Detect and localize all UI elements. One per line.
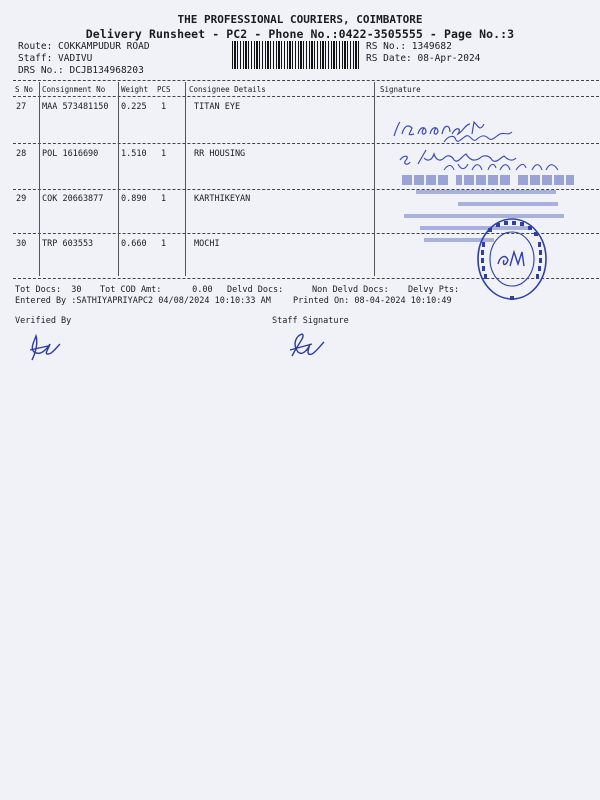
- col-header-weight: Weight: [121, 85, 149, 94]
- non-delvd-docs: Non Delvd Docs:: [312, 285, 389, 295]
- col-header-consignee: Consignee Details: [189, 85, 266, 94]
- mochi-shoe-shoppe-stamp: [474, 214, 550, 304]
- delvy-pts: Delvy Pts:: [408, 285, 460, 295]
- delvd-docs: Delvd Docs:: [227, 285, 284, 295]
- runsheet-subtitle: Delivery Runsheet - PC2 - Phone No.:0422-3505555 - Page No.:3: [85, 27, 515, 41]
- entered-by: Entered By :SATHIYAPRIYAPC2 04/08/2024 10:10:33 AM: [15, 296, 271, 306]
- tot-docs: Tot Docs: 30: [15, 285, 82, 295]
- row-weight: 0.225: [121, 102, 147, 112]
- row-sno: 30: [16, 239, 27, 249]
- tot-cod-amt: Tot COD Amt: 0.00: [100, 285, 213, 295]
- handwritten-note: [390, 112, 530, 148]
- staff-label: Staff: VADIVU: [18, 53, 93, 64]
- route-label: Route: COKKAMPUDUR ROAD: [18, 41, 150, 52]
- column-divider: [118, 82, 119, 276]
- drs-number: DRS No.: DCJB134968203: [18, 65, 144, 76]
- barcode: [232, 41, 360, 69]
- row-weight: 1.510: [121, 149, 147, 159]
- row-consignee: KARTHIKEYAN: [194, 194, 251, 204]
- row-consignment: TRP 603553: [42, 239, 94, 249]
- column-divider: [185, 82, 186, 276]
- row-consignee: TITAN EYE: [194, 102, 241, 112]
- row-sno: 27: [16, 102, 27, 112]
- staff-signature: [288, 330, 328, 362]
- row-pcs: 1: [161, 194, 167, 204]
- rs-number: RS No.: 1349682: [366, 41, 452, 52]
- col-header-consignment: Consignment No: [42, 85, 106, 94]
- column-divider: [39, 82, 40, 276]
- row-weight: 0.890: [121, 194, 147, 204]
- column-divider: [374, 82, 375, 276]
- printed-on: Printed On: 08-04-2024 10:10:49: [293, 296, 452, 306]
- row-pcs: 1: [161, 239, 167, 249]
- row-sno: 28: [16, 149, 27, 159]
- row-consignee: RR HOUSING: [194, 149, 246, 159]
- rs-date: RS Date: 08-Apr-2024: [366, 53, 481, 64]
- row-sno: 29: [16, 194, 27, 204]
- table-top-rule: [13, 80, 599, 81]
- col-header-pcs: PCS: [157, 85, 171, 94]
- row-consignment: MAA 573481150: [42, 102, 109, 112]
- row-consignee: MOCHI: [194, 239, 220, 249]
- verified-by-signature: [26, 332, 66, 364]
- row-weight: 0.660: [121, 239, 147, 249]
- col-header-signature: Signature: [380, 85, 421, 94]
- col-header-sno: S No: [15, 85, 34, 94]
- row-pcs: 1: [161, 102, 167, 112]
- verified-by-label: Verified By: [15, 316, 72, 326]
- staff-signature-label: Staff Signature: [272, 316, 349, 326]
- row-consignment: COK 20663877: [42, 194, 104, 204]
- table-head-rule: [13, 96, 599, 97]
- row-consignment: POL 1616690: [42, 149, 99, 159]
- company-title: THE PROFESSIONAL COURIERS, COIMBATORE: [177, 13, 423, 26]
- row-pcs: 1: [161, 149, 167, 159]
